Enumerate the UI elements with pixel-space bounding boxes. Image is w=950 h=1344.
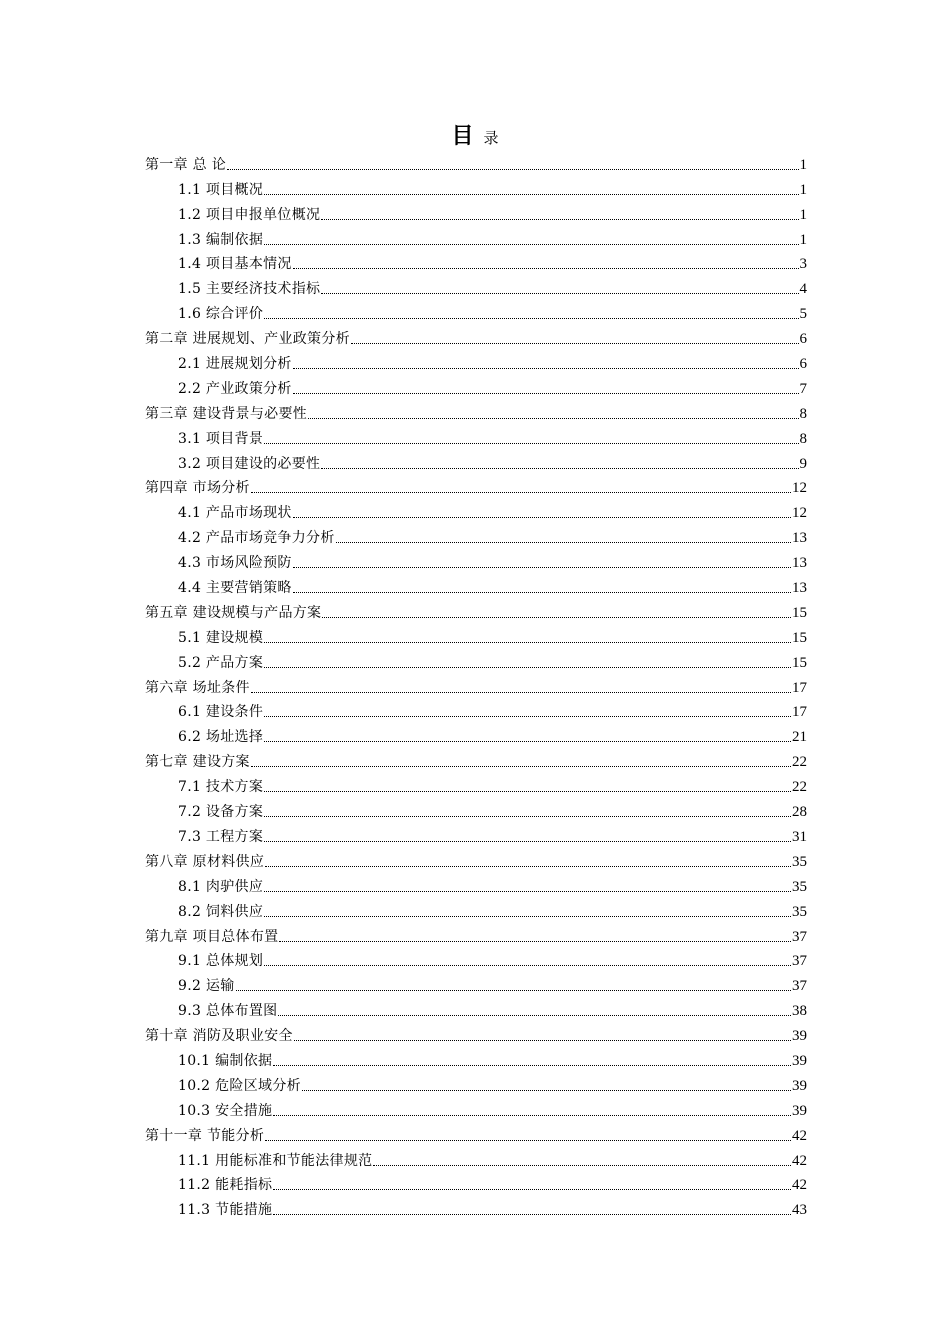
toc-entry-label: 1.1 项目概况 bbox=[178, 181, 264, 198]
toc-entry-page-number: 3 bbox=[799, 256, 807, 273]
toc-section-entry[interactable] bbox=[145, 273, 807, 298]
toc-section-entry[interactable] bbox=[145, 373, 807, 398]
toc-section-entry[interactable] bbox=[145, 896, 807, 921]
toc-entry-label: 第十一章 节能分析 bbox=[145, 1127, 265, 1144]
toc-entry-page-number: 22 bbox=[792, 754, 807, 771]
toc-dot-leader bbox=[265, 1139, 791, 1141]
toc-entry-page-number: 42 bbox=[792, 1127, 807, 1144]
toc-section-entry[interactable] bbox=[145, 448, 807, 473]
toc-entry-page-number: 6 bbox=[799, 331, 807, 348]
toc-dot-leader bbox=[264, 915, 791, 917]
toc-entry-page-number: 35 bbox=[792, 903, 807, 920]
toc-entry-page-number: 28 bbox=[792, 804, 807, 821]
toc-dot-leader bbox=[308, 417, 798, 419]
toc-dot-leader bbox=[273, 1114, 791, 1116]
toc-entry-page-number: 1 bbox=[799, 231, 807, 248]
toc-section-entry[interactable] bbox=[145, 946, 807, 971]
toc-dot-leader bbox=[293, 516, 791, 518]
toc-entry-label: 3.2 项目建设的必要性 bbox=[178, 455, 321, 472]
toc-entry-page-number: 6 bbox=[799, 356, 807, 373]
toc-entry-label: 11.1 用能标准和节能法律规范 bbox=[178, 1152, 373, 1169]
toc-chapter-entry[interactable] bbox=[145, 597, 807, 622]
toc-dot-leader bbox=[336, 541, 791, 543]
toc-section-entry[interactable] bbox=[145, 423, 807, 448]
toc-dot-leader bbox=[273, 1188, 791, 1190]
toc-chapter-entry[interactable] bbox=[145, 746, 807, 771]
toc-entry-label: 第九章 项目总体布置 bbox=[145, 928, 279, 945]
toc-entry-page-number: 37 bbox=[792, 978, 807, 995]
toc-entry-label: 第六章 场址条件 bbox=[145, 679, 250, 696]
toc-entry-page-number: 4 bbox=[799, 281, 807, 298]
toc-dot-leader bbox=[373, 1164, 791, 1166]
toc-entry-label: 第三章 建设背景与必要性 bbox=[145, 405, 308, 422]
toc-entry-label: 10.3 安全措施 bbox=[178, 1102, 273, 1119]
toc-entry-label: 4.4 主要营销策略 bbox=[178, 580, 292, 597]
toc-section-entry[interactable] bbox=[145, 199, 807, 224]
toc-entry-page-number: 1 bbox=[799, 156, 807, 173]
toc-title-main: 目 bbox=[451, 124, 474, 149]
toc-section-entry[interactable] bbox=[145, 249, 807, 274]
toc-section-entry[interactable] bbox=[145, 1170, 807, 1195]
toc-dot-leader bbox=[321, 292, 798, 294]
toc-entry-page-number: 21 bbox=[792, 729, 807, 746]
toc-entry-page-number: 31 bbox=[792, 828, 807, 845]
toc-entry-page-number: 5 bbox=[799, 306, 807, 323]
toc-section-entry[interactable] bbox=[145, 1070, 807, 1095]
toc-dot-leader bbox=[264, 442, 798, 444]
toc-dot-leader bbox=[265, 865, 791, 867]
toc-entry-label: 10.2 危险区域分析 bbox=[178, 1077, 301, 1094]
toc-dot-leader bbox=[293, 566, 791, 568]
toc-list bbox=[145, 149, 807, 1219]
toc-entry-label: 4.3 市场风险预防 bbox=[178, 555, 292, 572]
toc-entry-label: 6.2 场址选择 bbox=[178, 729, 264, 746]
toc-entry-label: 1.6 综合评价 bbox=[178, 306, 264, 323]
toc-dot-leader bbox=[351, 342, 799, 344]
toc-entry-label: 2.1 进展规划分析 bbox=[178, 356, 292, 373]
toc-entry-label: 1.2 项目申报单位概况 bbox=[178, 206, 321, 223]
toc-section-entry[interactable] bbox=[145, 871, 807, 896]
toc-chapter-entry[interactable] bbox=[145, 149, 807, 174]
toc-dot-leader bbox=[278, 1014, 791, 1016]
toc-entry-page-number: 37 bbox=[792, 953, 807, 970]
toc-chapter-entry[interactable] bbox=[145, 1020, 807, 1045]
toc-dot-leader bbox=[251, 765, 791, 767]
toc-entry-page-number: 39 bbox=[792, 1052, 807, 1069]
toc-entry-label: 6.1 建设条件 bbox=[178, 704, 264, 721]
toc-entry-page-number: 42 bbox=[792, 1152, 807, 1169]
toc-entry-label: 第二章 进展规划、产业政策分析 bbox=[145, 331, 350, 348]
toc-entry-label: 1.5 主要经济技术指标 bbox=[178, 281, 321, 298]
toc-section-entry[interactable] bbox=[145, 970, 807, 995]
toc-entry-label: 8.1 肉驴供应 bbox=[178, 878, 264, 895]
toc-entry-page-number: 22 bbox=[792, 779, 807, 796]
toc-entry-page-number: 13 bbox=[792, 530, 807, 547]
toc-entry-label: 7.3 工程方案 bbox=[178, 828, 264, 845]
toc-dot-leader bbox=[293, 267, 799, 269]
toc-entry-label: 10.1 编制依据 bbox=[178, 1052, 273, 1069]
toc-dot-leader bbox=[264, 740, 791, 742]
toc-dot-leader bbox=[293, 392, 799, 394]
toc-section-entry[interactable] bbox=[145, 697, 807, 722]
toc-dot-leader bbox=[322, 616, 791, 618]
toc-entry-page-number: 38 bbox=[792, 1003, 807, 1020]
toc-dot-leader bbox=[227, 168, 799, 170]
toc-entry-label: 9.2 运输 bbox=[178, 978, 235, 995]
toc-entry-page-number: 8 bbox=[799, 430, 807, 447]
toc-dot-leader bbox=[321, 467, 798, 469]
toc-entry-label: 第四章 市场分析 bbox=[145, 480, 250, 497]
toc-entry-page-number: 1 bbox=[799, 181, 807, 198]
toc-section-entry[interactable] bbox=[145, 995, 807, 1020]
toc-dot-leader bbox=[273, 1064, 791, 1066]
toc-entry-label: 7.1 技术方案 bbox=[178, 779, 264, 796]
toc-section-entry[interactable] bbox=[145, 622, 807, 647]
toc-section-entry[interactable] bbox=[145, 348, 807, 373]
toc-dot-leader bbox=[264, 641, 791, 643]
toc-entry-page-number: 15 bbox=[792, 654, 807, 671]
toc-chapter-entry[interactable] bbox=[145, 846, 807, 871]
toc-entry-label: 4.1 产品市场现状 bbox=[178, 505, 292, 522]
toc-entry-page-number: 17 bbox=[792, 679, 807, 696]
toc-entry-page-number: 37 bbox=[792, 928, 807, 945]
toc-entry-label: 9.1 总体规划 bbox=[178, 953, 264, 970]
toc-entry-page-number: 1 bbox=[799, 206, 807, 223]
toc-chapter-entry[interactable] bbox=[145, 323, 807, 348]
toc-entry-label: 第十章 消防及职业安全 bbox=[145, 1028, 293, 1045]
toc-entry-page-number: 35 bbox=[792, 878, 807, 895]
toc-dot-leader bbox=[293, 591, 791, 593]
toc-entry-label: 7.2 设备方案 bbox=[178, 804, 264, 821]
toc-entry-label: 8.2 饲料供应 bbox=[178, 903, 264, 920]
toc-dot-leader bbox=[264, 790, 791, 792]
toc-dot-leader bbox=[279, 940, 791, 942]
toc-entry-label: 11.3 节能措施 bbox=[178, 1202, 273, 1219]
toc-entry-page-number: 42 bbox=[792, 1177, 807, 1194]
toc-entry-label: 第八章 原材料供应 bbox=[145, 853, 265, 870]
toc-dot-leader bbox=[264, 840, 791, 842]
toc-section-entry[interactable] bbox=[145, 821, 807, 846]
toc-entry-label: 11.2 能耗指标 bbox=[178, 1177, 273, 1194]
toc-entry-label: 9.3 总体布置图 bbox=[178, 1003, 278, 1020]
toc-chapter-entry[interactable] bbox=[145, 672, 807, 697]
toc-dot-leader bbox=[264, 715, 791, 717]
toc-dot-leader bbox=[264, 815, 791, 817]
toc-dot-leader bbox=[251, 491, 791, 493]
toc-entry-label: 5.1 建设规模 bbox=[178, 629, 264, 646]
toc-entry-label: 3.1 项目背景 bbox=[178, 430, 264, 447]
toc-section-entry[interactable] bbox=[145, 497, 807, 522]
toc-dot-leader bbox=[294, 1039, 791, 1041]
toc-chapter-entry[interactable] bbox=[145, 921, 807, 946]
toc-entry-page-number: 12 bbox=[792, 505, 807, 522]
toc-entry-page-number: 39 bbox=[792, 1102, 807, 1119]
toc-dot-leader bbox=[264, 243, 798, 245]
toc-entry-page-number: 43 bbox=[792, 1202, 807, 1219]
toc-entry-label: 第五章 建设规模与产品方案 bbox=[145, 604, 322, 621]
toc-section-entry[interactable] bbox=[145, 1194, 807, 1219]
toc-section-entry[interactable] bbox=[145, 1145, 807, 1170]
toc-entry-page-number: 13 bbox=[792, 580, 807, 597]
toc-entry-page-number: 7 bbox=[799, 380, 807, 397]
toc-section-entry[interactable] bbox=[145, 796, 807, 821]
toc-dot-leader bbox=[321, 218, 798, 220]
toc-entry-page-number: 39 bbox=[792, 1028, 807, 1045]
toc-section-entry[interactable] bbox=[145, 1045, 807, 1070]
toc-chapter-entry[interactable] bbox=[145, 1120, 807, 1145]
toc-entry-label: 第七章 建设方案 bbox=[145, 754, 250, 771]
toc-section-entry[interactable] bbox=[145, 298, 807, 323]
toc-entry-page-number: 13 bbox=[792, 555, 807, 572]
toc-title-second: 录 bbox=[483, 129, 499, 147]
toc-entry-label: 5.2 产品方案 bbox=[178, 654, 264, 671]
toc-dot-leader bbox=[264, 964, 791, 966]
toc-dot-leader bbox=[264, 193, 798, 195]
toc-dot-leader bbox=[251, 691, 791, 693]
toc-entry-label: 4.2 产品市场竞争力分析 bbox=[178, 530, 335, 547]
toc-entry-label: 1.4 项目基本情况 bbox=[178, 256, 292, 273]
toc-dot-leader bbox=[264, 317, 798, 319]
toc-section-entry[interactable] bbox=[145, 647, 807, 672]
toc-entry-page-number: 39 bbox=[792, 1077, 807, 1094]
toc-section-entry[interactable] bbox=[145, 224, 807, 249]
toc-chapter-entry[interactable] bbox=[145, 398, 807, 423]
toc-dot-leader bbox=[302, 1089, 791, 1091]
toc-dot-leader bbox=[293, 367, 799, 369]
toc-section-entry[interactable] bbox=[145, 771, 807, 796]
toc-section-entry[interactable] bbox=[145, 721, 807, 746]
toc-dot-leader bbox=[236, 989, 791, 991]
toc-entry-page-number: 8 bbox=[799, 405, 807, 422]
toc-entry-page-number: 17 bbox=[792, 704, 807, 721]
toc-dot-leader bbox=[264, 890, 791, 892]
toc-section-entry[interactable] bbox=[145, 1095, 807, 1120]
toc-entry-label: 2.2 产业政策分析 bbox=[178, 380, 292, 397]
toc-section-entry[interactable] bbox=[145, 572, 807, 597]
toc-entry-page-number: 35 bbox=[792, 853, 807, 870]
toc-entry-label: 1.3 编制依据 bbox=[178, 231, 264, 248]
toc-entry-page-number: 15 bbox=[792, 629, 807, 646]
toc-chapter-entry[interactable] bbox=[145, 473, 807, 498]
toc-dot-leader bbox=[273, 1213, 791, 1215]
toc-entry-page-number: 12 bbox=[792, 480, 807, 497]
toc-section-entry[interactable] bbox=[145, 522, 807, 547]
toc-section-entry[interactable] bbox=[145, 547, 807, 572]
toc-entry-page-number: 15 bbox=[792, 604, 807, 621]
toc-entry-label: 第一章 总 论 bbox=[145, 156, 226, 173]
toc-entry-page-number: 9 bbox=[799, 455, 807, 472]
toc-dot-leader bbox=[264, 666, 791, 668]
toc-section-entry[interactable] bbox=[145, 174, 807, 199]
